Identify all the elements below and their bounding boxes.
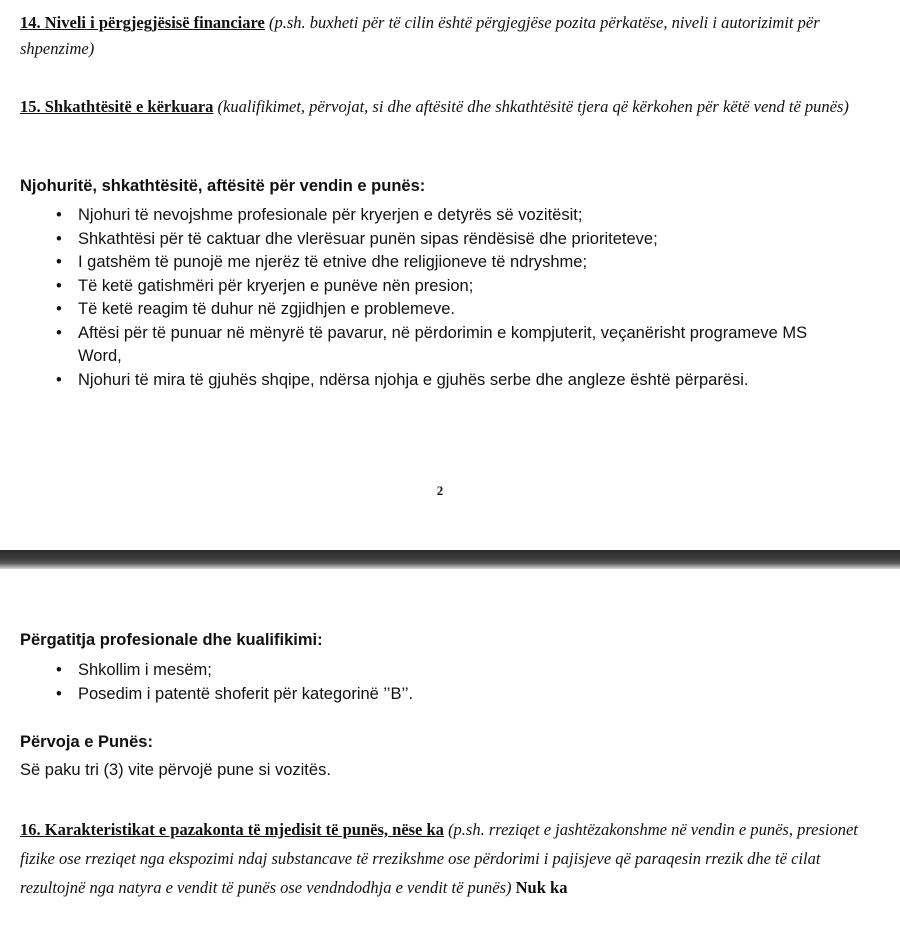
page-number: 2 bbox=[436, 483, 444, 498]
knowledge-list bbox=[20, 204, 870, 392]
list-item: • Shkollim i mesëm; bbox=[20, 659, 870, 683]
section-15 bbox=[20, 94, 866, 120]
prep-heading: Përgatitja profesionale dhe kualifikimi: bbox=[20, 631, 323, 649]
section-14-title: 14. Niveli i përgjegjësisë financiare bbox=[20, 13, 265, 32]
experience-heading: Përvoja e Punës: bbox=[20, 733, 153, 751]
section-14-note: (p.sh. buxheti për të cilin është përgjegjëse pozita përkatëse, niveli i autorizimit për shpenzime) bbox=[20, 13, 820, 58]
list-item: • Shkathtësi për të caktuar dhe vlerësuar punën sipas rëndësisë dhe prioriteteve; bbox=[20, 228, 870, 252]
list-item: • Aftësi për të punuar në mënyrë të pavarur, në përdorimin e kompjuterit, veçanërisht programeve MS Word, bbox=[20, 322, 870, 369]
list-item: • Njohuri të nevojshme profesionale për kryerjen e detyrës së vozitësit; bbox=[20, 204, 870, 228]
list-item: • Të ketë reagim të duhur në zgjidhjen e problemeve. bbox=[20, 298, 870, 322]
section-16-title: 16. Karakteristikat e pazakonta të mjedisit të punës, nëse ka bbox=[20, 820, 444, 839]
list-item: • Posedim i patentë shoferit për kategorinë ’’B’’. bbox=[20, 683, 870, 707]
list-item: • I gatshëm të punojë me njerëz të etnive dhe religjioneve të ndryshme; bbox=[20, 251, 870, 275]
section-14 bbox=[20, 10, 866, 62]
knowledge-heading: Njohuritë, shkathtësitë, aftësitë për vendin e punës: bbox=[20, 177, 426, 195]
section-15-note: (kualifikimet, përvojat, si dhe aftësitë dhe shkathtësitë tjera që kërkohen për këtë vend të punës) bbox=[217, 97, 849, 116]
section-16-answer: Nuk ka bbox=[515, 878, 568, 897]
list-item: • Të ketë gatishmëri për kryerjen e punëve nën presion; bbox=[20, 275, 870, 299]
section-15-title: 15. Shkathtësitë e kërkuara bbox=[20, 97, 214, 116]
experience-text: Së paku tri (3) vite përvojë pune si vozitës. bbox=[20, 761, 331, 779]
prep-list bbox=[20, 659, 870, 706]
list-item: • Njohuri të mira të gjuhës shqipe, ndërsa njohja e gjuhës serbe dhe angleze është përparësi. bbox=[20, 369, 870, 393]
section-16 bbox=[20, 815, 866, 902]
section-16-note: (p.sh. rreziqet e jashtëzakonshme në vendin e punës, presionet fizike ose rreziqet nga ekspozimi ndaj substancave të rrezikshme ose përdorimi i pajisjeve që paraqesin rrezik dhe të cilat rezultojnë nga natyra e vendit të punës ose vendndodhja e vendit të punës) bbox=[20, 820, 858, 897]
page-break-divider bbox=[0, 550, 900, 569]
